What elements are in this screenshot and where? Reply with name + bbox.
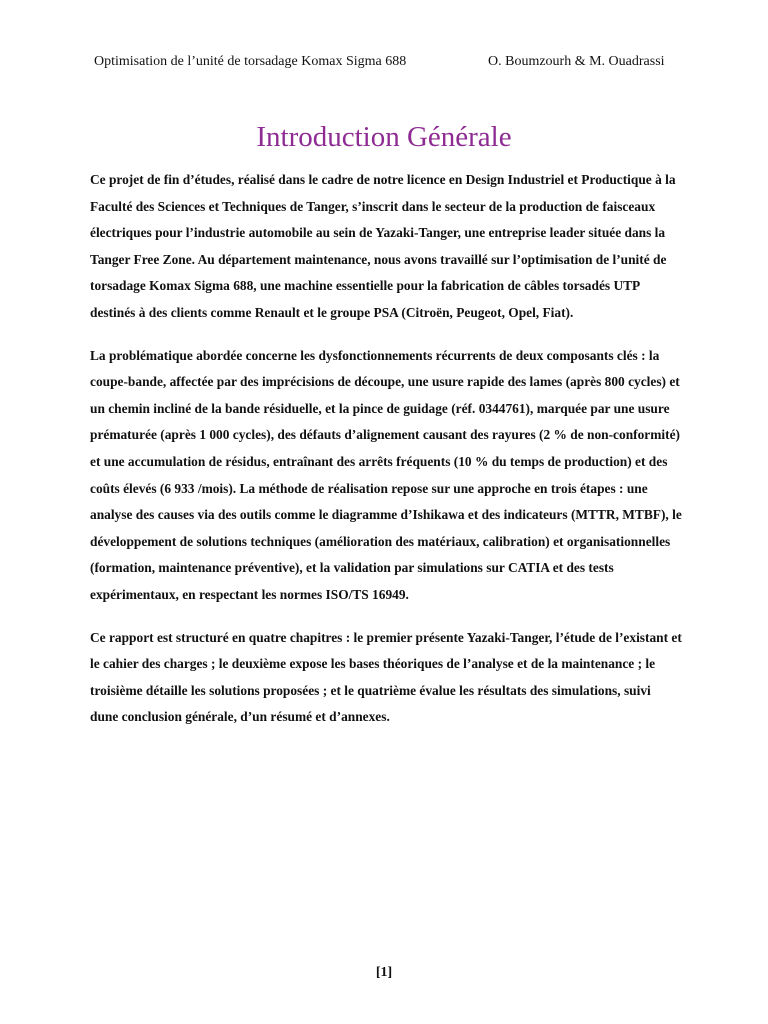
header-document-title: Optimisation de l’unité de torsadage Komax Sigma 688 (94, 54, 407, 69)
page-title: Introduction Générale (256, 121, 512, 153)
header-authors: O. Boumzourh & M. Ouadrassi (488, 54, 665, 69)
paragraph-problem-method: La problématique abordée concerne les dysfonctionnements récurrents de deux composants clés : la coupe-bande, affectée par des imprécisions de découpe, une usure rapide des lames (après 800 cycles) et un chemin incliné de la bande résiduelle, et la pince de guidage (réf. 0344761), marquée par une usure prématurée (après 1 000 cycles), des défauts d’alignement causant des rayures (2 % de non-conformité) et une accumulation de résidus, entraînant des arrêts fréquents (10 % du temps de production) et des coûts élevés (6 933 /mois). La méthode de réalisation repose sur une approche en trois étapes : une analyse des causes via des outils comme le diagramme d’Ishikawa et des indicateurs (MTTR, MTBF), le développement de solutions techniques (amélioration des matériaux, calibration) et organisationnelles (formation, maintenance préventive), et la validation par simulations sur CATIA et des tests expérimentaux, en respectant les normes ISO/TS 16949. (90, 347, 682, 602)
running-header (94, 52, 706, 72)
paragraph-structure: Ce rapport est structuré en quatre chapitres : le premier présente Yazaki-Tanger, l’étude de l’existant et le cahier des charges ; le deuxième expose les bases théoriques de l’analyse et de la maintenance ; le troisième détaille les solutions proposées ; et le quatrième évalue les résultats des simulations, suivi dune conclusion générale, d’un résumé et d’annexes. (90, 629, 682, 725)
body-text (90, 167, 682, 747)
paragraph-context: Ce projet de fin d’études, réalisé dans le cadre de notre licence en Design Industriel et Productique à la Faculté des Sciences et Techniques de Tanger, s’inscrit dans le secteur de la production de faisceaux électriques pour l’industrie automobile au sein de Yazaki-Tanger, une entreprise leader située dans la Tanger Free Zone. Au département maintenance, nous avons travaillé sur l’optimisation de l’unité de torsadage Komax Sigma 688, une machine essentielle pour la fabrication de câbles torsadés UTP destinés à des clients comme Renault et le groupe PSA (Citroën, Peugeot, Opel, Fiat). (90, 172, 676, 320)
page-number: [1] (375, 965, 393, 980)
